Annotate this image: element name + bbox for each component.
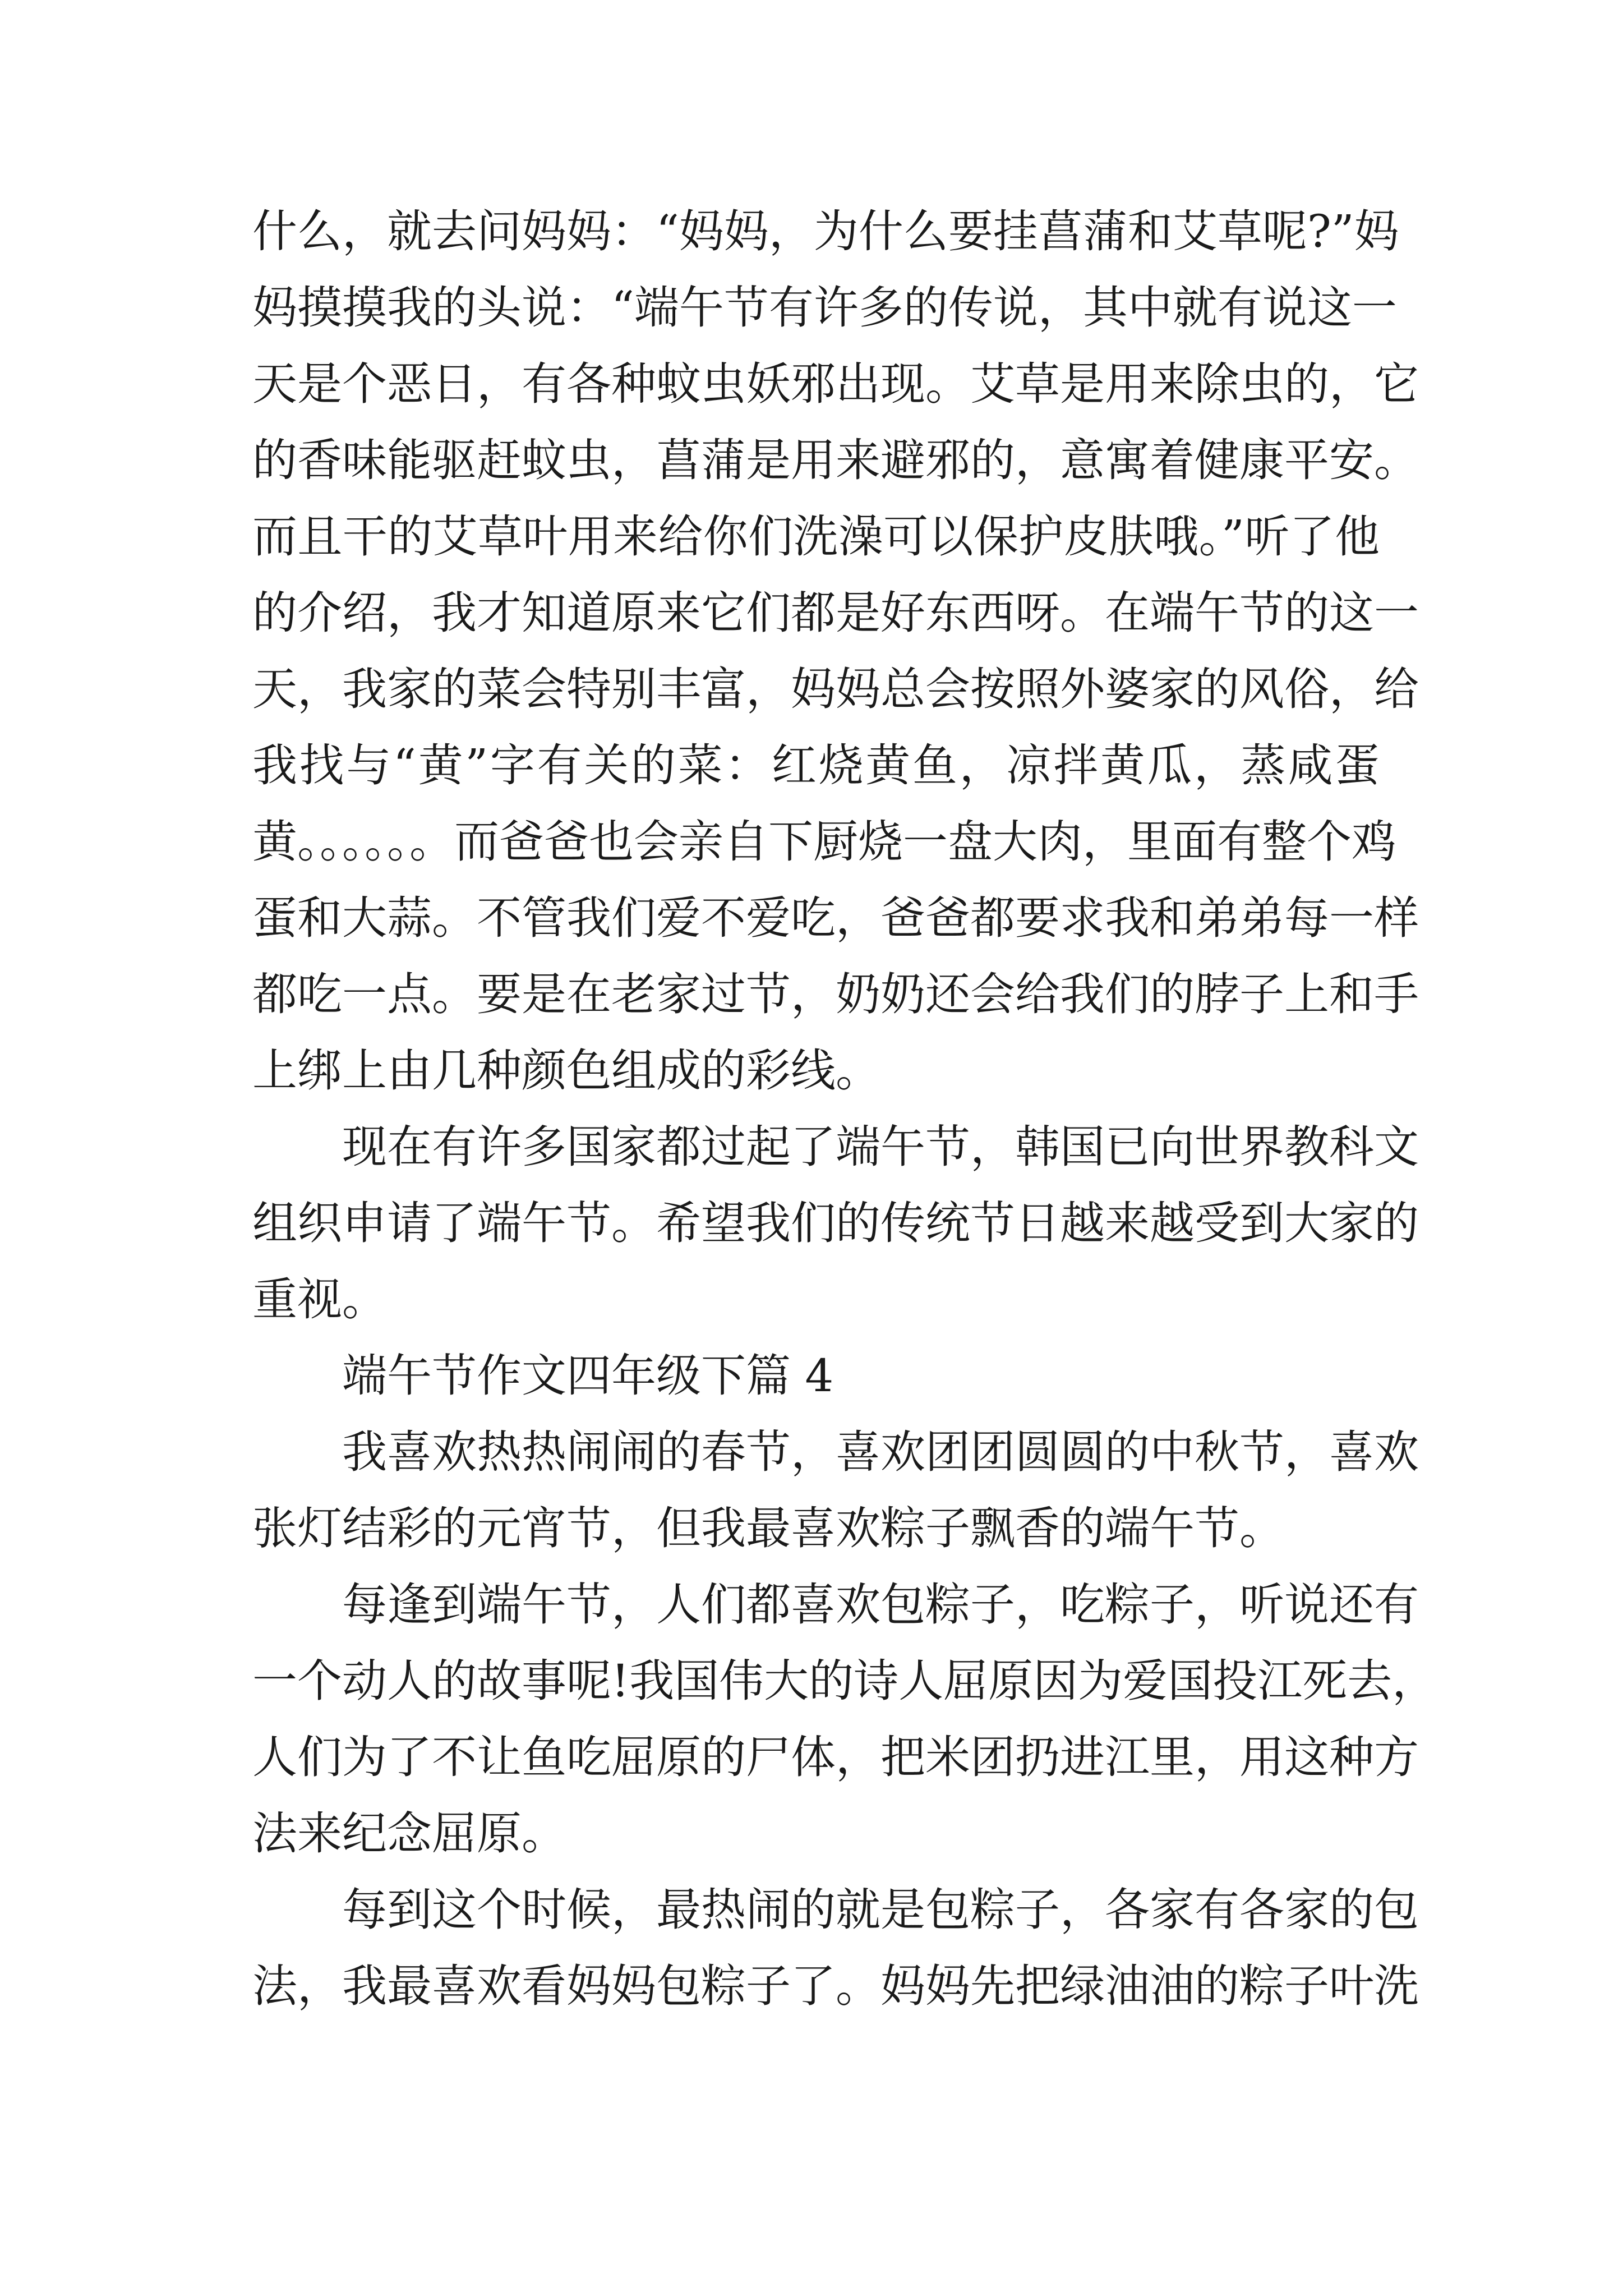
text-line: 都吃一点。要是在老家过节，奶奶还会给我们的脖子上和手 [252, 968, 1419, 1020]
paragraph [252, 1109, 1419, 1338]
text-line: 法来纪念屈原。 [252, 1807, 566, 1860]
text-line: 人们为了不让鱼吃屈原的尸体，把米团扔进江里，用这种方 [252, 1731, 1419, 1783]
text-line: 我喜欢热热闹闹的春节，喜欢团团圆圆的中秋节，喜欢 [342, 1426, 1419, 1478]
text-line: 而且干的艾草叶用来给你们洗澡可以保护皮肤哦。”听了他 [252, 510, 1380, 563]
text-line: 每到这个时候，最热闹的就是包粽子，各家有各家的包 [342, 1884, 1419, 1936]
text-line: 的介绍，我才知道原来它们都是好东西呀。在端午节的这一 [252, 587, 1419, 639]
text-line: 上绑上由几种颜色组成的彩线。 [252, 1045, 880, 1097]
text-line: 张灯结彩的元宵节，但我最喜欢粽子飘香的端午节。 [252, 1502, 1284, 1554]
text-line: 重视。 [252, 1273, 387, 1326]
text-line: 天，我家的菜会特别丰富，妈妈总会按照外婆家的风俗，给 [252, 663, 1419, 715]
text-line: 一个动人的故事呢!我国伟大的诗人屈原因为爱国投江死去， [252, 1655, 1437, 1707]
text-line: 现在有许多国家都过起了端午节，韩国已向世界教科文 [342, 1121, 1419, 1173]
text-line: 每逢到端午节，人们都喜欢包粽子，吃粽子，听说还有 [342, 1579, 1419, 1631]
text-line: 蛋和大蒜。不管我们爱不爱吃，爸爸都要求我和弟弟每一样 [252, 892, 1419, 944]
paragraph [252, 1338, 1380, 1414]
text-line: 什么，就去问妈妈：“妈妈，为什么要挂菖蒲和艾草呢?”妈 [252, 205, 1399, 257]
text-line: 我找与“黄”字有关的菜：红烧黄鱼，凉拌黄瓜，蒸咸蛋 [252, 739, 1380, 792]
text-line: 黄。。。。。。而爸爸也会亲自下厨烧一盘大肉，里面有整个鸡 [252, 816, 1396, 868]
paragraph [252, 194, 1419, 1109]
text-line: 妈摸摸我的头说：“端午节有许多的传说，其中就有说这一 [252, 282, 1397, 334]
text-line: 组织申请了端午节。希望我们的传统节日越来越受到大家的 [252, 1197, 1419, 1249]
paragraph [252, 1567, 1437, 1872]
document-body [252, 194, 1437, 2024]
text-line: 端午节作文四年级下篇 4 [342, 1350, 834, 1402]
text-line: 法，我最喜欢看妈妈包粽子了。妈妈先把绿油油的粽子叶洗 [252, 1960, 1419, 2012]
paragraph [252, 1872, 1419, 2024]
text-line: 的香味能驱赶蚊虫，菖蒲是用来避邪的，意寓着健康平安。 [252, 434, 1419, 486]
paragraph [252, 1414, 1419, 1567]
text-line: 天是个恶日，有各种蚊虫妖邪出现。艾草是用来除虫的，它 [252, 358, 1419, 410]
